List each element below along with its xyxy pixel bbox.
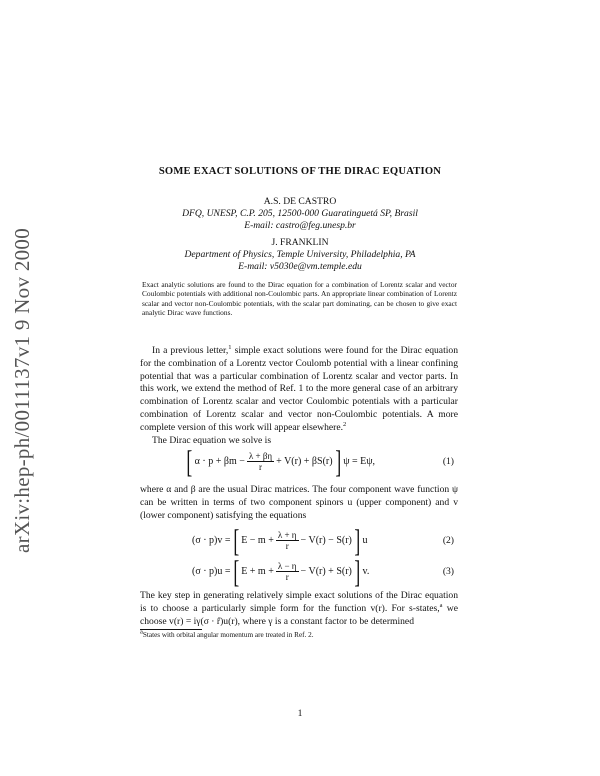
eq2-lhs: (σ · p)v = xyxy=(192,534,231,546)
footnote-rule xyxy=(140,629,202,630)
p1-text-b: simple exact solutions were found for the Dirac equation for the combination of a Lorentz vector Coulomb potential with a linear confining potential that was a particular combination of Lorentz scalar and vector parts. In this work, we extend the method of Ref. 1 to the more general case of an arbitrary combination of Lorentz scalar and vector Coulombic potentials with a particular combination of Lorentz scalar and vector non-Coulombic potentials. A more complete version of this work will appear elsewhere. xyxy=(140,345,458,433)
eq1-right: + V(r) + βS(r) xyxy=(276,455,333,467)
abstract: Exact analytic solutions are found to the Dirac equation for a combination of Lorentz scalar and vector Coulombic potentials with additional non-Coulombic parts. An appropriate linear combination of Lorentz scalar and vector non-Coulombic potentials, with the scalar part dominating, can be chosen to give exact analytic Dirac wave functions. xyxy=(142,280,457,317)
eq3-number: (3) xyxy=(442,566,454,577)
ref-2-mark: 2 xyxy=(343,420,347,428)
p4-paragraph xyxy=(140,590,458,628)
author-name-1: A.S. DE CASTRO xyxy=(263,196,337,207)
footnote xyxy=(140,628,314,639)
eq2-left: E − m + xyxy=(241,534,274,546)
arxiv-sidebar-stamp xyxy=(6,170,40,610)
ref-1-mark: 1 xyxy=(228,343,232,351)
author-email-2: E-mail: v5030e@vm.temple.edu xyxy=(238,261,362,272)
eq3-frac-den: r xyxy=(285,571,289,582)
p4-text-b: we choose v(r) = iγ(σ · r̂)u(r), where γ is a constant factor to be determined xyxy=(140,602,458,627)
eq1-frac-num: λ + βη xyxy=(248,450,273,461)
author-email-1: E-mail: castro@feg.unesp.br xyxy=(244,220,356,231)
author-name-2: J. FRANKLIN xyxy=(271,237,329,248)
footnote-a-mark: a xyxy=(439,601,443,609)
footnote-text: States with orbital angular momentum are treated in Ref. 2. xyxy=(142,631,314,639)
intro-paragraph xyxy=(140,345,458,447)
eq3-rhs: v. xyxy=(362,565,370,577)
eq3-left: E + m + xyxy=(241,565,274,577)
equation-1: [ α · p + βm − $\frac{\lambda + \beta\eta}{r}$ + V(r) + βS(r) ] ψ = Eψ, (1) xyxy=(186,443,454,479)
eq1-number: (1) xyxy=(442,456,454,467)
eq2-right: − V(r) − S(r) xyxy=(300,534,352,546)
page-number: 1 xyxy=(297,708,303,719)
eq2-frac-num: λ + η xyxy=(277,529,297,540)
arxiv-id: arXiv:hep-ph/0011137v1 9 Nov 2000 xyxy=(10,227,35,553)
eq3-right: − V(r) + S(r) xyxy=(300,565,352,577)
eq3-lhs: (σ · p)u = xyxy=(192,565,231,577)
eq2-rhs: u xyxy=(362,534,368,546)
p3-paragraph: where α and β are the usual Dirac matrices. The four component wave function ψ can be written in terms of two component spinors u (upper component) and v (lower component) satisfying the equations xyxy=(140,484,458,521)
eq1-rhs: ψ = Eψ, xyxy=(343,455,375,467)
author-affiliation-2: Department of Physics, Temple University, Philadelphia, PA xyxy=(184,249,416,260)
eq2-frac-den: r xyxy=(285,540,289,551)
p2-text: The Dirac equation we solve is xyxy=(152,434,272,446)
author-affiliation-1: DFQ, UNESP, C.P. 205, 12500-000 Guaratinguetá SP, Brasil xyxy=(182,208,418,219)
eq2-number: (2) xyxy=(442,535,454,546)
equation-3: (σ · p)u = [ E + m + $\frac{\lambda - \eta}{r}$ − V(r) + S(r) ] v. (3) xyxy=(192,553,454,589)
footnote-mark: a xyxy=(140,628,143,636)
paper-title: SOME EXACT SOLUTIONS OF THE DIRAC EQUATION xyxy=(158,166,442,177)
equation-2: (σ · p)v = [ E − m + $\frac{\lambda + \eta}{r}$ − V(r) − S(r) ] u (2) xyxy=(192,522,454,558)
p1-text-a: In a previous letter, xyxy=(152,345,229,356)
p4-text-a: The key step in generating relatively simple exact solutions of the Dirac equation is to choose a particularly simple form for the function v(r). For s-states, xyxy=(140,590,458,614)
eq3-frac-num: λ − η xyxy=(277,560,297,571)
eq1-frac-den: r xyxy=(258,461,262,472)
eq1-left: α · p + βm − xyxy=(194,455,245,467)
